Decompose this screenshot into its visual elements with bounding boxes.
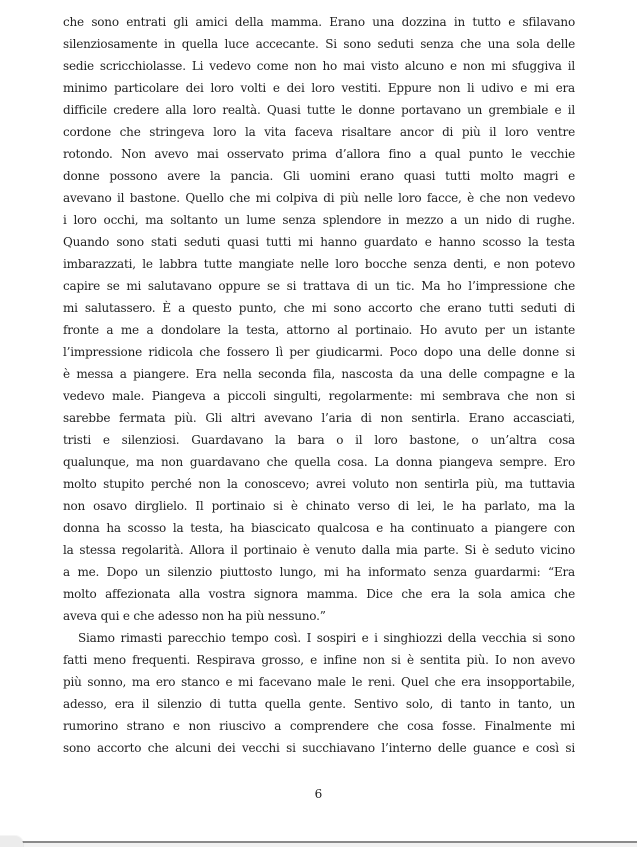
text-line: più sonno, ma ero stanco e mi facevano male le reni. Quel che era insopportabile, — [63, 675, 575, 689]
text-line: imbarazzati, le labbra tutte mangiate nelle loro bocche senza denti, e non potevo — [63, 257, 575, 271]
text-line: qualunque, ma non guardavano che quella cosa. La donna piangeva sempre. Ero — [63, 455, 575, 469]
text-line: rumorino strano e non riuscivo a comprendere che cosa fosse. Finalmente mi — [63, 719, 575, 733]
text-line: fronte a me a dondolare la testa, attorno al portinaio. Ho avuto per un istante — [63, 323, 575, 337]
text-body — [63, 11, 575, 759]
text-line: donne possono avere la pancia. Gli uomini erano quasi tutti molto magri e — [63, 169, 575, 183]
text-line: sedie scricchiolasse. Li vedevo come non ho mai visto alcuno e non mi sfuggiva il — [63, 59, 575, 73]
text-line: adesso, era il silenzio di tutta quella gente. Sentivo solo, di tanto in tanto, un — [63, 697, 575, 711]
text-line: rotondo. Non avevo mai osservato prima d’allora fino a qual punto le vecchie — [63, 147, 575, 161]
text-line: la stessa regolarità. Allora il portinaio è venuto dalla mia parte. Si è seduto vicino — [63, 543, 575, 557]
text-line: fatti meno frequenti. Respirava grosso, e infine non si è sentita più. Io non avevo — [63, 653, 575, 667]
text-line: tristi e silenziosi. Guardavano la bara o il loro bastone, o un’altra cosa — [63, 433, 575, 447]
text-line: mi salutassero. È a questo punto, che mi sono accorto che erano tutti seduti di — [63, 301, 575, 315]
text-line: sarebbe fermata più. Gli altri avevano l’aria di non sentirla. Erano accasciati, — [63, 411, 575, 425]
text-line: sono accorto che alcuni dei vecchi si succhiavano l’interno delle guance e così si — [63, 741, 575, 755]
text-line: Quando sono stati seduti quasi tutti mi hanno guardato e hanno scosso la testa — [63, 235, 575, 249]
text-line: donna ha scosso la testa, ha biascicato qualcosa e ha continuato a piangere con — [63, 521, 575, 535]
text-line: difficile credere alla loro realtà. Quasi tutte le donne portavano un grembiale e il — [63, 103, 575, 117]
text-line: avevano il bastone. Quello che mi colpiva di più nelle loro facce, è che non vedevo — [63, 191, 575, 205]
text-line: che sono entrati gli amici della mamma. Erano una dozzina in tutto e sfilavano — [63, 15, 575, 29]
status-corner-tab — [0, 836, 23, 847]
text-line: aveva qui e che adesso non ha più nessuno.” — [63, 609, 326, 623]
text-line: Siamo rimasti parecchio tempo così. I sospiri e i singhiozzi della vecchia si sono — [78, 631, 575, 645]
text-line: non osavo dirglielo. Il portinaio si è chinato verso di lei, le ha parlato, ma la — [63, 499, 575, 513]
text-line: è messa a piangere. Era nella seconda fila, nascosta da una delle compagne e la — [63, 367, 575, 381]
text-line: i loro occhi, ma soltanto un lume senza splendore in mezzo a un nido di rughe. — [63, 213, 575, 227]
text-line: vedevo male. Piangeva a piccoli singulti, regolarmente: mi sembrava che non si — [63, 389, 575, 403]
page-number: 6 — [314, 787, 323, 801]
text-line: silenziosamente in quella luce accecante. Si sono seduti senza che una sola delle — [63, 37, 575, 51]
text-line: l’impressione ridicola che fossero lì per giudicarmi. Poco dopo una delle donne si — [63, 345, 575, 359]
text-line: cordone che stringeva loro la vita faceva risaltare ancor di più il loro ventre — [63, 125, 575, 139]
text-line: molto affezionata alla vostra signora mamma. Dice che era la sola amica che — [63, 587, 575, 601]
text-line: capire se mi salutavano oppure se si trattava di un tic. Ma ho l’impressione che — [63, 279, 575, 293]
window-bottom-border — [0, 841, 637, 843]
text-line: molto stupito perché non la conoscevo; avrei voluto non sentirla più, ma tuttavia — [63, 477, 575, 491]
text-line: minimo particolare dei loro volti e dei loro vestiti. Eppure non li udivo e mi era — [63, 81, 575, 95]
text-line: a me. Dopo un silenzio piuttosto lungo, mi ha informato senza guardarmi: “Era — [63, 565, 575, 579]
